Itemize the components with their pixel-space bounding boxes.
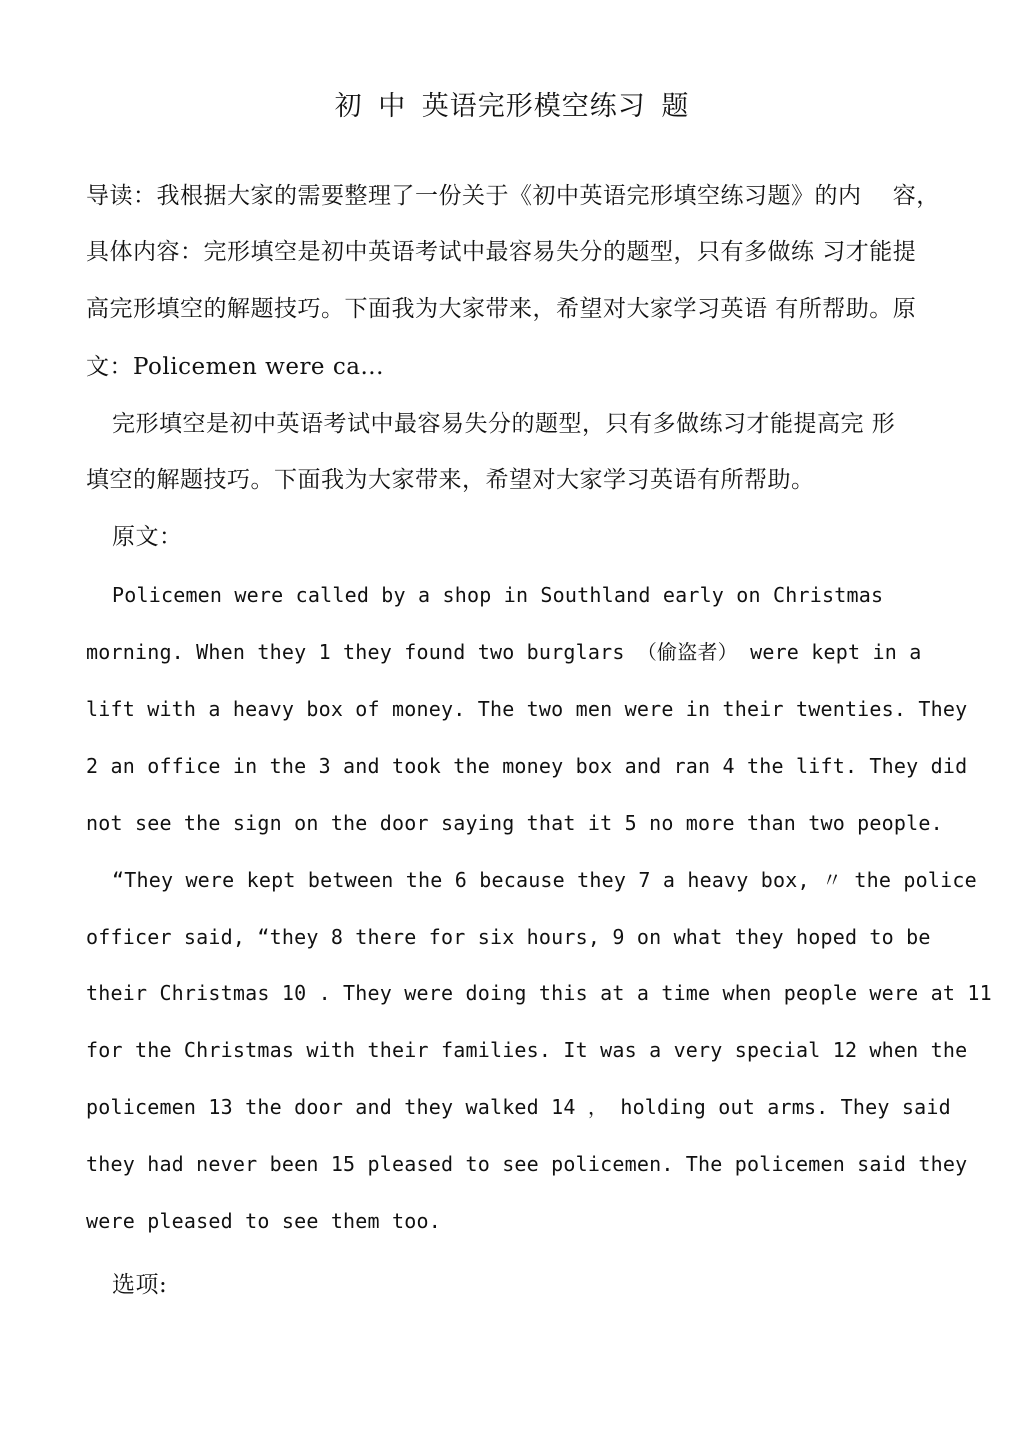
passage-line-4: 2 an office in the 3 and took the money box and ran 4 the lift. They did [86,754,968,778]
passage-line-9: for the Christmas with their families. It was a very special 12 when the [86,1038,968,1062]
passage-line-1: Policemen were called by a shop in Southland early on Christmas [112,583,884,607]
intro-line-1: 导读：我根据大家的需要整理了一份关于《初中英语完形填空练习题》的内 容， [86,183,940,209]
passage-line-7: officer said, “they 8 there for six hours, 9 on what they hoped to be [86,925,931,949]
original-text-label: 原文： [112,524,183,550]
paragraph-line-1: 完形填空是初中英语考试中最容易失分的题型，只有多做练习才能提高完 形 [112,411,896,437]
intro-line-4: 文：Policemen were ca... [86,354,384,380]
intro-line-2: 具体内容：完形填空是初中英语考试中最容易失分的题型，只有多做练 习才能提 [86,239,917,265]
intro-line-3: 高完形填空的解题技巧。下面我为大家带来，希望对大家学习英语 有所帮助。原 [86,296,917,322]
options-label: 选项: [112,1272,168,1298]
passage-line-10: policemen 13 the door and they walked 14 ， holding out arms. They said [86,1095,951,1119]
passage-line-6: “They were kept between the 6 because they 7 a heavy box, 〃 the police [112,868,977,892]
passage-line-5: not see the sign on the door saying that it 5 no more than two people. [86,811,943,835]
passage-line-3: lift with a heavy box of money. The two men were in their twenties. They [86,697,968,721]
passage-line-2: morning. When they 1 they found two burglars （偷盗者） were kept in a [86,640,922,664]
page-title: 初 中 英语完形模空练习 题 [334,91,690,122]
passage-line-11: they had never been 15 pleased to see policemen. The policemen said they [86,1152,968,1176]
passage-line-12: were pleased to see them too. [86,1209,441,1233]
paragraph-line-2: 填空的解题技巧。下面我为大家带来，希望对大家学习英语有所帮助。 [86,467,815,493]
passage-line-8: their Christmas 10 . They were doing this at a time when people were at 11 [86,981,992,1005]
